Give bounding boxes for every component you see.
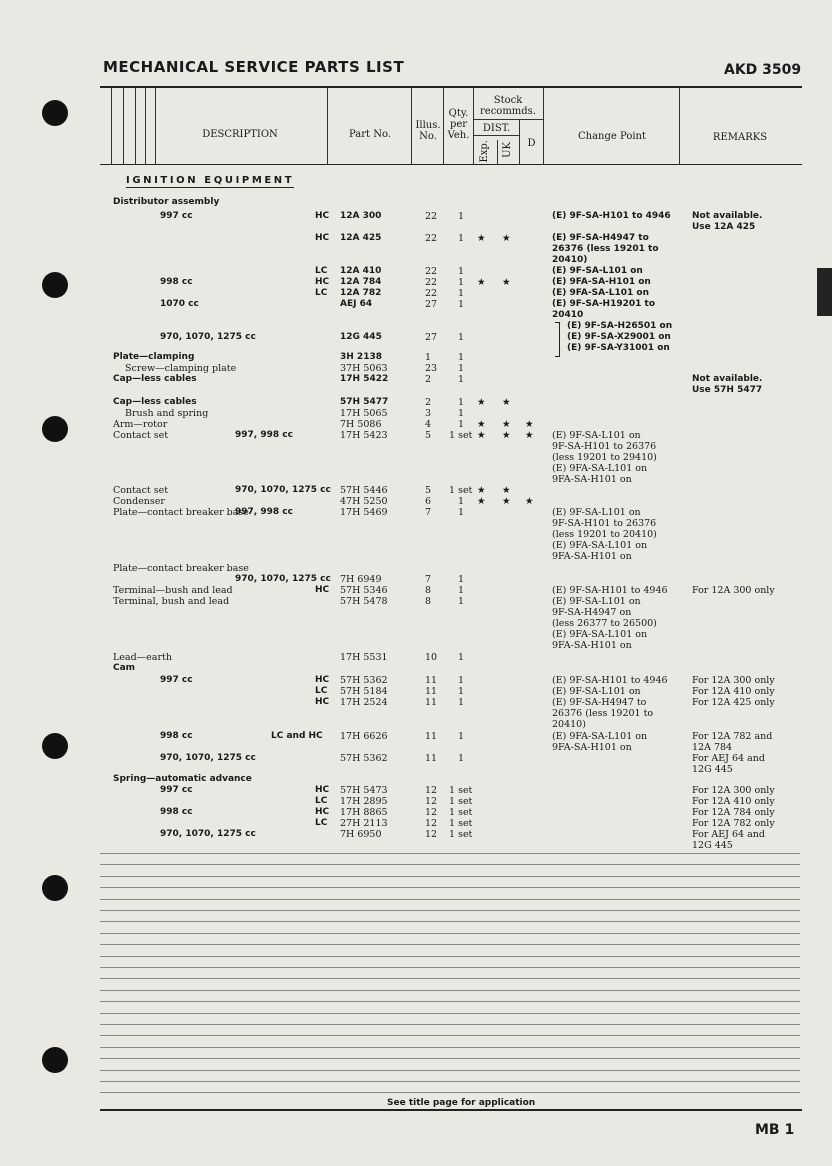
part-description: 998 cc [160,731,193,741]
part-number: 17H 5422 [340,374,389,384]
stock-d-star: ★ [525,419,534,430]
illus-number: 6 [425,496,432,507]
part-number: 7H 6950 [340,829,382,840]
col-part-no: Part No. [349,129,391,140]
illus-number: 12 [425,785,438,796]
part-number: 12A 410 [340,266,382,276]
col-rule [135,88,136,164]
part-description: Terminal, bush and lead [113,596,230,607]
change-point: (E) 9F-SA-H26501 on [567,321,673,331]
part-number: 12A 300 [340,211,382,221]
quantity: 1 [458,652,465,663]
quantity: 1 set [449,485,473,496]
illus-number: 12 [425,796,438,807]
header-bottom-rule [100,164,802,165]
part-description: 997 cc [160,211,193,221]
illus-number: 11 [425,731,438,742]
part-description: 1070 cc [160,299,199,309]
compression-tag: HC [315,233,330,243]
part-description: Brush and spring [125,408,209,419]
change-point: (E) 9F-SA-L101 on [552,266,643,276]
part-number: 12A 782 [340,288,382,298]
binder-hole [42,875,68,901]
illus-number: 11 [425,675,438,686]
change-point: (less 19201 to 29410) [552,452,657,463]
remarks: For 12A 784 only [692,807,775,818]
part-number: 7H 6949 [340,574,382,585]
illus-number: 11 [425,753,438,764]
quantity: 1 [458,332,465,343]
ruled-line [100,1058,800,1059]
quantity: 1 [458,675,465,686]
illus-number: 2 [425,374,432,385]
illus-number: 10 [425,652,438,663]
change-point: (E) 9F-SA-L101 on [552,507,641,518]
part-number: 17H 2895 [340,796,388,807]
illus-number: 27 [425,332,438,343]
application: 997, 998 cc [235,507,293,517]
stock-uk-star: ★ [502,430,511,441]
remarks: Use 57H 5477 [692,385,763,395]
ruled-line [100,887,800,888]
quantity: 1 [458,585,465,596]
quantity: 1 [458,277,465,288]
document-code: AKD 3509 [724,62,802,78]
quantity: 1 [458,352,465,363]
part-description: Cap—less cables [113,397,197,407]
compression-tag: HC [315,807,330,817]
quantity: 1 [458,697,465,708]
table-row [0,197,832,209]
quantity: 1 set [449,818,473,829]
compression-tag: HC [315,675,330,685]
col-rule [327,88,328,164]
change-point: (E) 9FA-SA-L101 on [552,288,650,298]
part-description: Contact set [113,485,169,496]
change-point: (E) 9F-SA-X29001 on [567,332,671,342]
illus-number: 5 [425,485,432,496]
compression-tag: LC and HC [271,731,323,741]
quantity: 1 set [449,785,473,796]
remarks: For 12A 410 only [692,796,775,807]
change-point: (E) 9F-SA-H101 to 4946 [552,675,668,686]
part-description: 970, 1070, 1275 cc [160,753,256,763]
quantity: 1 [458,233,465,244]
illus-number: 4 [425,419,432,430]
compression-tag: LC [315,288,328,298]
change-point: 20410 [552,310,584,320]
part-description: Arm—rotor [113,419,168,430]
illus-number: 1 [425,352,432,363]
quantity: 1 [458,731,465,742]
ruled-line [100,921,800,922]
part-number: 17H 8865 [340,807,388,818]
part-number: 17H 5469 [340,507,388,518]
illus-number: 22 [425,233,438,244]
illus-number: 11 [425,686,438,697]
change-point: (E) 9FA-SA-L101 on [552,731,648,742]
part-number: 17H 6626 [340,731,388,742]
stock-exp-star: ★ [477,233,486,244]
illus-number: 3 [425,408,432,419]
illus-number: 7 [425,507,432,518]
part-number: 57H 5477 [340,397,389,407]
quantity: 1 [458,363,465,374]
change-point: (less 19201 to 20410) [552,529,657,540]
col-remarks: REMARKS [712,132,768,143]
illus-number: 2 [425,397,432,408]
stock-exp-star: ★ [477,419,486,430]
table-row [0,385,832,397]
compression-tag: HC [315,697,330,707]
part-description: Contact set [113,430,169,441]
illus-number: 8 [425,585,432,596]
quantity: 1 [458,507,465,518]
application: 970, 1070, 1275 cc [235,574,331,584]
part-description: Screw—clamping plate [125,363,237,374]
quantity: 1 [458,574,465,585]
change-point: (E) 9F-SA-H4947 to [552,697,647,708]
part-number: 57H 5473 [340,785,388,796]
part-number: 57H 5346 [340,585,388,596]
compression-tag: LC [315,686,328,696]
stock-uk-star: ★ [502,496,511,507]
part-number: 57H 5478 [340,596,388,607]
binder-hole [42,100,68,126]
col-rule [679,88,680,164]
col-rule [411,88,412,164]
part-number: 57H 5362 [340,675,388,686]
part-number: 7H 5086 [340,419,382,430]
illus-number: 23 [425,363,438,374]
col-qty: Qty. per Veh. [447,108,470,141]
col-description: DESCRIPTION [202,129,278,140]
ruled-line [100,1001,800,1002]
part-number: 17H 2524 [340,697,388,708]
compression-tag: HC [315,277,330,287]
ruled-line [100,956,800,957]
ruled-line [100,1035,800,1036]
ruled-line [100,876,800,877]
remarks: For AEJ 64 and [692,829,765,840]
page-number: MB 1 [755,1122,795,1138]
quantity: 1 set [449,796,473,807]
illus-number: 27 [425,299,438,310]
application: 970, 1070, 1275 cc [235,485,331,495]
part-number: 12G 445 [340,332,382,342]
part-description: 998 cc [160,277,193,287]
part-description: 970, 1070, 1275 cc [160,829,256,839]
change-point: 9F-SA-H101 to 26376 [552,441,657,452]
compression-tag: LC [315,796,328,806]
change-point: (less 26377 to 26500) [552,618,657,629]
illus-number: 12 [425,818,438,829]
illus-number: 12 [425,829,438,840]
part-description: Condenser [113,496,165,507]
col-rule [155,88,156,164]
ruled-line [100,864,800,865]
stock-exp-star: ★ [477,496,486,507]
compression-tag: HC [315,785,330,795]
ruled-line [100,978,800,979]
change-point: 9F-SA-H101 to 26376 [552,518,657,529]
page-title: MECHANICAL SERVICE PARTS LIST [103,58,405,76]
remarks: For 12A 300 only [692,785,775,796]
stock-exp-star: ★ [477,397,486,408]
change-point: 9FA-SA-H101 on [552,474,632,485]
remarks: Use 12A 425 [692,222,756,232]
quantity: 1 [458,419,465,430]
part-description: Plate—contact breaker base [113,563,249,574]
part-description: Cam [113,663,136,673]
ruled-line [100,1047,800,1048]
illus-number: 22 [425,288,438,299]
quantity: 1 [458,397,465,408]
change-point: (E) 9FA-SA-L101 on [552,540,648,551]
part-description: Plate—contact breaker base [113,507,249,518]
stock-uk-star: ★ [502,277,511,288]
change-point: 9F-SA-H4947 on [552,607,632,618]
col-dist: DIST. [482,123,511,134]
dist-rule [473,135,519,136]
illus-number: 5 [425,430,432,441]
illus-number: 12 [425,807,438,818]
change-point: 9FA-SA-H101 on [552,742,632,753]
stock-exp-star: ★ [477,430,486,441]
footer-note: See title page for application [387,1098,536,1108]
remarks: Not available. [692,211,763,221]
table-row [0,640,832,652]
quantity: 1 set [449,807,473,818]
stock-rule [473,119,543,120]
quantity: 1 [458,211,465,222]
table-row [0,663,832,675]
part-number: 17H 5065 [340,408,388,419]
change-point: 26376 (less 19201 to [552,244,659,254]
part-description: Plate—clamping [113,352,195,362]
change-point: (E) 9F-SA-H19201 to [552,299,656,309]
part-description: 997 cc [160,675,193,685]
change-point: (E) 9F-SA-H101 to 4946 [552,585,668,596]
quantity: 1 [458,496,465,507]
part-number: 57H 5184 [340,686,388,697]
quantity: 1 [458,288,465,299]
col-rule [145,88,146,164]
table-row [0,840,832,852]
part-description: Cap—less cables [113,374,197,384]
compression-tag: HC [315,585,330,595]
part-number: 3H 2138 [340,352,382,362]
quantity: 1 [458,266,465,277]
remarks: For 12A 300 only [692,675,775,686]
part-description: Lead—earth [113,652,172,663]
ruled-line [100,944,800,945]
part-number: 17H 5423 [340,430,388,441]
remarks: For AEJ 64 and [692,753,765,764]
col-change-point: Change Point [578,131,646,142]
table-row [0,719,832,731]
col-rule [543,88,544,164]
quantity: 1 set [449,430,473,441]
illus-number: 11 [425,697,438,708]
stock-d-star: ★ [525,496,534,507]
part-number: 37H 5063 [340,363,388,374]
quantity: 1 [458,686,465,697]
change-point: (E) 9FA-SA-L101 on [552,463,648,474]
part-description: 970, 1070, 1275 cc [160,332,256,342]
ruled-line [100,1070,800,1071]
col-stock: Stock recommds. [480,95,536,117]
remarks: For 12A 782 only [692,818,775,829]
remarks: For 12A 300 only [692,585,775,596]
ruled-line [100,1092,800,1093]
part-description: Terminal—bush and lead [113,585,233,596]
col-illus: Illus. No. [415,120,441,142]
change-point: (E) 9F-SA-L101 on [552,430,641,441]
stock-uk-star: ★ [502,419,511,430]
ruled-line [100,910,800,911]
change-point: (E) 9FA-SA-H101 on [552,277,651,287]
change-point: (E) 9FA-SA-L101 on [552,629,648,640]
ruled-line [100,990,800,991]
footer-rule [100,1109,802,1111]
part-number: 27H 2113 [340,818,388,829]
illus-number: 22 [425,277,438,288]
col-uk: UK [502,142,513,158]
ruled-line [100,933,800,934]
quantity: 1 [458,408,465,419]
change-point: 20410) [552,719,586,730]
stock-exp-star: ★ [477,277,486,288]
part-number: 57H 5446 [340,485,388,496]
remarks: For 12A 410 only [692,686,775,697]
part-number: 12A 425 [340,233,382,243]
quantity: 1 [458,374,465,385]
part-number: 57H 5362 [340,753,388,764]
change-point: (E) 9F-SA-H4947 to [552,233,649,243]
change-point: (E) 9F-SA-H101 to 4946 [552,211,671,221]
part-description: 998 cc [160,807,193,817]
header-top-rule [100,86,802,88]
quantity: 1 set [449,829,473,840]
change-point: 26376 (less 19201 to [552,708,654,719]
change-point: (E) 9F-SA-L101 on [552,686,641,697]
stock-uk-star: ★ [502,485,511,496]
illus-number: 7 [425,574,432,585]
change-point: (E) 9F-SA-Y31001 on [567,343,670,353]
part-description: 997 cc [160,785,193,795]
col-d: D [527,138,536,149]
ruled-line [100,1013,800,1014]
ruled-line [100,853,800,854]
compression-tag: HC [315,211,330,221]
stock-uk-star: ★ [502,397,511,408]
part-description: Spring—automatic advance [113,774,252,784]
part-number: 47H 5250 [340,496,388,507]
ruled-line [100,967,800,968]
stock-exp-star: ★ [477,485,486,496]
illus-number: 22 [425,266,438,277]
col-exp: Exp. [479,140,490,163]
compression-tag: LC [315,266,328,276]
quantity: 1 [458,299,465,310]
remarks: 12G 445 [692,764,733,775]
illus-number: 8 [425,596,432,607]
compression-tag: LC [315,818,328,828]
change-point-bracket [555,322,560,357]
quantity: 1 [458,753,465,764]
section-title: IGNITION EQUIPMENT [126,175,295,186]
part-number: 17H 5531 [340,652,388,663]
application: 997, 998 cc [235,430,293,440]
stock-uk-star: ★ [502,233,511,244]
remarks: Not available. [692,374,763,384]
illus-number: 22 [425,211,438,222]
ruled-line [100,1081,800,1082]
change-point: (E) 9F-SA-L101 on [552,596,641,607]
part-number: 12A 784 [340,277,382,287]
remarks: For 12A 425 only [692,697,775,708]
remarks: 12G 445 [692,840,733,851]
col-rule [111,88,112,164]
remarks: For 12A 782 and [692,731,773,742]
remarks: 12A 784 [692,742,733,753]
ruled-line [100,899,800,900]
part-description: Distributor assembly [113,197,220,207]
quantity: 1 [458,596,465,607]
ruled-line [100,1024,800,1025]
change-point: 9FA-SA-H101 on [552,551,632,562]
col-rule [497,140,498,164]
col-rule [123,88,124,164]
change-point: 9FA-SA-H101 on [552,640,632,651]
table-row [0,551,832,563]
part-number: AEJ 64 [340,299,373,309]
change-point: 20410) [552,255,588,265]
binder-hole [42,1047,68,1073]
stock-d-star: ★ [525,430,534,441]
